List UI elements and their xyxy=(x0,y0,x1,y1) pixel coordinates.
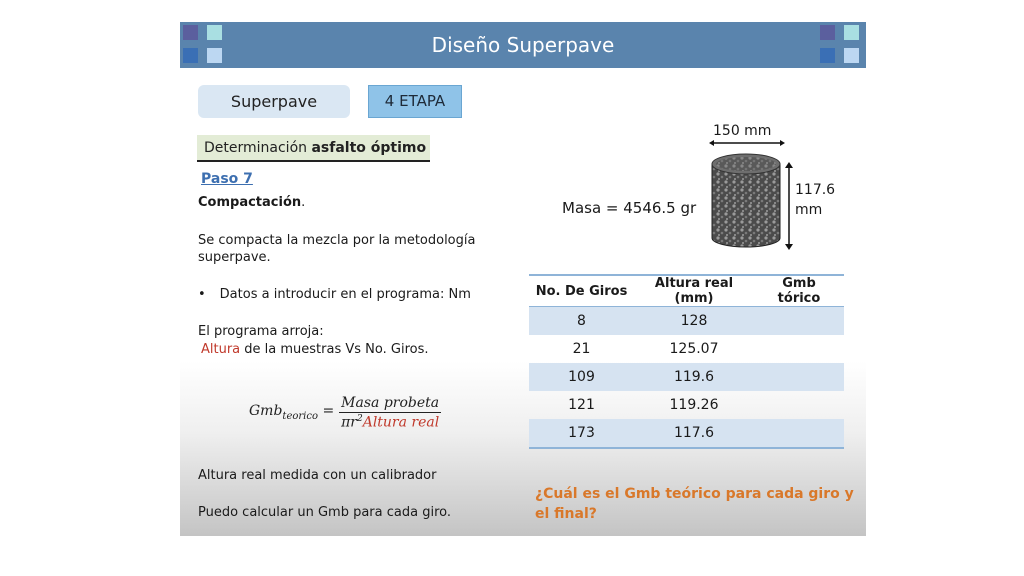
table-cell: 119.26 xyxy=(669,397,719,413)
giros-table xyxy=(529,274,844,449)
table-header-row xyxy=(529,275,844,307)
table-cell: 173 xyxy=(529,419,634,448)
slide xyxy=(180,22,866,536)
section-heading xyxy=(197,135,430,161)
table-cell xyxy=(754,391,844,419)
para-line-1: Se compacta la mezcla por la metodología xyxy=(198,233,476,248)
table-cell xyxy=(754,307,844,336)
program-line-1: El programa arroja: xyxy=(198,324,324,339)
table-row xyxy=(529,335,844,363)
table-cell: 121 xyxy=(568,397,595,413)
formula-layout xyxy=(248,394,442,432)
table-cell xyxy=(754,363,844,391)
section-heading-label: Determinación xyxy=(204,140,312,156)
compaction-line xyxy=(198,194,305,211)
section-underline xyxy=(197,160,430,162)
table-row xyxy=(529,391,844,419)
table-row xyxy=(529,307,844,336)
formula-den-exp: 2 xyxy=(356,414,363,424)
slide-title: Diseño Superpave xyxy=(431,33,615,57)
step-label: Paso 7 xyxy=(201,171,253,187)
superpave-tag: Superpave xyxy=(198,85,350,118)
table-cell: 128 xyxy=(634,307,754,336)
formula-den-red: Altura real xyxy=(362,414,440,431)
note-caliper: Altura real medida con un calibrador xyxy=(198,468,437,483)
formula-numerator: Masa probeta xyxy=(341,395,440,411)
formula-lhs-base: Gmb xyxy=(249,403,283,420)
compaction-title: Compactación xyxy=(198,195,302,210)
stage-badge: 4 ETAPA xyxy=(368,85,462,118)
section-heading-bold: asfalto óptimo xyxy=(311,140,427,156)
formula-denominator xyxy=(339,413,441,431)
table-header: Gmb tórico xyxy=(754,275,844,307)
program-rest: de la muestras Vs No. Giros. xyxy=(240,342,429,357)
formula-lhs-sub: teorico xyxy=(282,411,318,423)
program-line-2 xyxy=(201,341,429,358)
bullet-item xyxy=(198,286,471,303)
compaction-period: . xyxy=(301,195,306,210)
table-cell: 117.6 xyxy=(634,419,754,448)
table-cell xyxy=(754,419,844,448)
note-gmb: Puedo calcular un Gmb para cada giro. xyxy=(198,505,451,520)
bullet-symbol: • xyxy=(198,287,206,302)
height-unit: mm xyxy=(795,202,823,218)
table-cell xyxy=(754,335,844,363)
formula-den-prefix: πr xyxy=(341,414,357,431)
table-cell: 125.07 xyxy=(669,341,719,357)
table-cell: 119.6 xyxy=(634,363,754,391)
bullet-text: Datos a introducir en el programa: Nm xyxy=(219,287,471,302)
diameter-label: 150 mm xyxy=(713,123,772,139)
table-row xyxy=(529,363,844,391)
table-cell: 8 xyxy=(529,307,634,336)
specimen-cylinder-illustration xyxy=(700,140,790,252)
table-header: Altura real (mm) xyxy=(634,275,754,307)
formula-equals: = xyxy=(322,403,335,420)
table-cell: 21 xyxy=(572,341,591,357)
height-label xyxy=(795,180,835,220)
table-cell: 109 xyxy=(529,363,634,391)
table-row xyxy=(529,419,844,448)
formula-fraction xyxy=(338,394,442,432)
height-value: 117.6 xyxy=(795,182,836,198)
para-line-2: superpave. xyxy=(198,250,271,265)
formula-lhs xyxy=(248,394,338,432)
title-bar xyxy=(180,22,866,68)
gmb-formula xyxy=(248,394,442,432)
program-red-word: Altura xyxy=(201,342,241,357)
table-header: No. De Giros xyxy=(529,275,634,307)
mass-label: Masa = 4546.5 gr xyxy=(562,199,697,217)
question-text: ¿Cuál es el Gmb teórico para cada giro y el final? xyxy=(535,486,854,522)
height-arrow xyxy=(782,162,796,250)
